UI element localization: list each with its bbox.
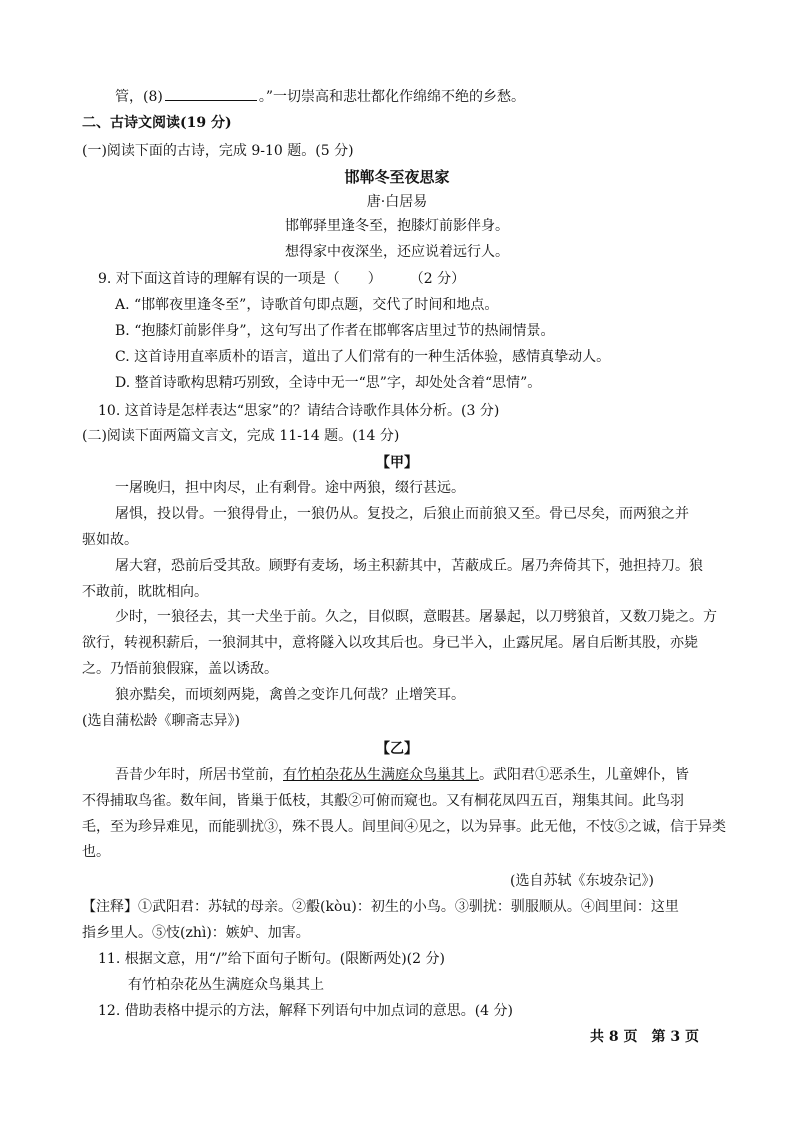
poem-title: 邯郸冬至夜思家 bbox=[344, 168, 450, 186]
notes-line-1: 【注释】①武阳君：苏轼的母亲。②鷇(kòu)：初生的小鸟。③驯扰：驯服顺从。④闾里间：这里 bbox=[82, 899, 679, 915]
yi-line-4: 也。 bbox=[82, 844, 110, 860]
top-prefix: 管，(8) bbox=[115, 89, 163, 105]
yi-line-3: 毛，至为珍异难见，而能驯扰③，殊不畏人。闾里间④见之，以为异事。此无他，不忮⑤之诚，信于异类 bbox=[82, 819, 726, 835]
poem-line-2: 想得家中夜深坐，还应说着远行人。 bbox=[285, 244, 509, 260]
q9-stem: 9. 对下面这首诗的理解有误的一项是（ ） （2 分） bbox=[98, 271, 466, 287]
yi-line-2: 不得捕取鸟雀。数年间，皆巢于低枝，其鷇②可俯而窥也。又有桐花凤四五百，翔集其间。此鸟羽 bbox=[82, 793, 684, 809]
top-suffix: 。”一切崇高和悲壮都化作绵绵不绝的乡愁。 bbox=[258, 89, 525, 105]
page-number: 共 8 页 第 3 页 bbox=[590, 1029, 699, 1045]
jia-line-5: 不敢前，眈眈相向。 bbox=[82, 584, 208, 600]
yi-underlined-sentence: 有竹柏杂花丛生满庭众鸟巢其上 bbox=[283, 767, 479, 783]
section-heading: 二、古诗文阅读(19 分) bbox=[82, 115, 232, 131]
q10-stem: 10. 这首诗是怎样表达“思家”的？请结合诗歌作具体分析。(3 分) bbox=[98, 403, 500, 419]
q9-option-a: A. “邯郸夜里逢冬至”，诗歌首句即点题，交代了时间和地点。 bbox=[115, 297, 499, 313]
yi-source: (选自苏轼《东坡杂记》) bbox=[510, 873, 654, 889]
yi-line-1 bbox=[115, 766, 689, 784]
jia-source: (选自蒲松龄《聊斋志异》) bbox=[82, 713, 240, 729]
jia-line-9: 狼亦黠矣，而顷刻两毙，禽兽之变诈几何哉？止增笑耳。 bbox=[115, 687, 465, 703]
q9-option-d: D. 整首诗歌构思精巧别致，全诗中无一“思”字，却处处含着“思情”。 bbox=[115, 375, 542, 391]
jia-line-7: 欲行，转视积薪后，一狼洞其中，意将隧入以攻其后也。身已半入，止露尻尾。屠自后断其股，亦毙 bbox=[82, 635, 698, 651]
q12-stem: 12. 借助表格中提示的方法，解释下列语句中加点词的意思。(4 分) bbox=[98, 1003, 513, 1019]
answer-blank-8[interactable] bbox=[165, 86, 257, 101]
yi-label: 【乙】 bbox=[376, 741, 418, 757]
top-line bbox=[115, 86, 525, 106]
jia-line-4: 屠大窘，恐前后受其敌。顾野有麦场，场主积薪其中，苫蔽成丘。屠乃奔倚其下，弛担持刀。狼 bbox=[115, 558, 703, 574]
q9-option-b: B. “抱膝灯前影伴身”，这句写出了作者在邯郸客店里过节的热闹情景。 bbox=[115, 323, 555, 339]
jia-line-3: 驱如故。 bbox=[82, 532, 138, 548]
q11-sentence: 有竹柏杂花丛生满庭众鸟巢其上 bbox=[128, 977, 324, 993]
yi-line-1-post: 。武阳君①恶杀生，儿童婢仆，皆 bbox=[479, 767, 689, 783]
q11-stem: 11. 根据文意，用“/”给下面句子断句。(限断两处)(2 分) bbox=[98, 951, 445, 967]
notes-line-2: 指乡里人。⑤忮(zhì)：嫉妒、加害。 bbox=[82, 925, 310, 941]
poem-author: 唐·白居易 bbox=[366, 194, 428, 210]
jia-line-1: 一屠晚归，担中肉尽，止有剩骨。途中两狼，缀行甚远。 bbox=[115, 480, 465, 496]
part1-instruction: (一)阅读下面的古诗，完成 9-10 题。(5 分) bbox=[82, 143, 354, 159]
jia-line-8: 之。乃悟前狼假寐，盖以诱敌。 bbox=[82, 661, 278, 677]
jia-line-2: 屠惧，投以骨。一狼得骨止，一狼仍从。复投之，后狼止而前狼又至。骨已尽矣，而两狼之并 bbox=[115, 506, 689, 522]
poem-line-1: 邯郸驿里逢冬至，抱膝灯前影伴身。 bbox=[285, 218, 509, 234]
jia-label: 【甲】 bbox=[376, 455, 418, 471]
part2-instruction: (二)阅读下面两篇文言文，完成 11-14 题。(14 分) bbox=[82, 428, 400, 444]
yi-line-1-pre: 吾昔少年时，所居书堂前， bbox=[115, 767, 283, 783]
q9-option-c: C. 这首诗用直率质朴的语言，道出了人们常有的一种生活体验，感情真挚动人。 bbox=[115, 349, 611, 365]
jia-line-6: 少时，一狼径去，其一犬坐于前。久之，目似瞑，意暇甚。屠暴起，以刀劈狼首，又数刀毙之。方 bbox=[115, 609, 717, 625]
